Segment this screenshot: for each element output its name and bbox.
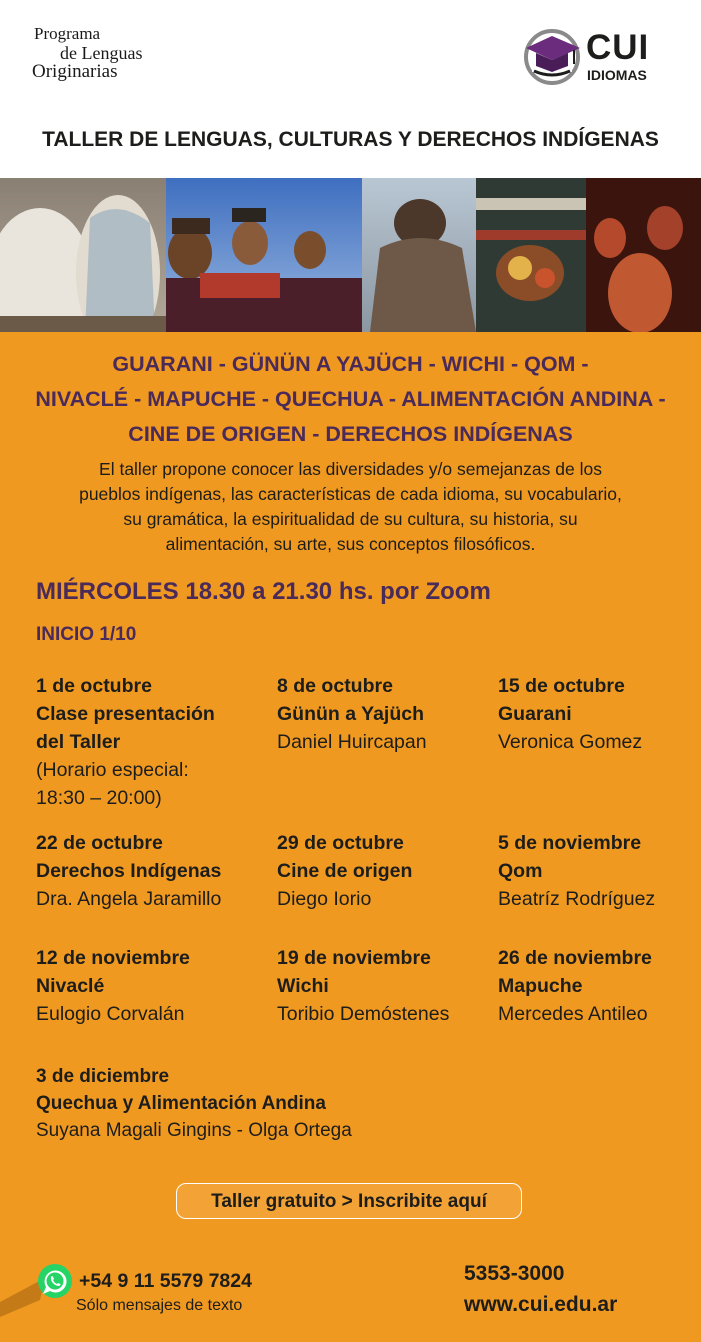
- class-date: 26 de noviembre: [498, 947, 652, 969]
- logo-line-2: de Lenguas: [60, 43, 143, 63]
- programa-lenguas-originarias-logo: [32, 24, 152, 88]
- topics-line: NIVACLÉ - MAPUCHE - QUECHUA - ALIMENTACIÓN ANDINA -: [35, 387, 666, 411]
- website-link[interactable]: www.cui.edu.ar: [464, 1293, 618, 1316]
- class-topic: Cine de origen: [277, 860, 413, 882]
- class-date: 3 de diciembre: [36, 1066, 170, 1087]
- cui-wordmark: CUI: [586, 28, 650, 67]
- whatsapp-phone[interactable]: +54 9 11 5579 7824: [79, 1270, 252, 1292]
- class-topic: Quechua y Alimentación Andina: [36, 1093, 326, 1114]
- description-line: alimentación, su arte, sus conceptos filosóficos.: [165, 534, 536, 554]
- class-note: 18:30 – 20:00): [36, 787, 162, 809]
- class-teacher: Suyana Magali Gingins - Olga Ortega: [36, 1120, 352, 1141]
- whatsapp-note: Sólo mensajes de texto: [76, 1297, 243, 1314]
- class-entry: [36, 672, 215, 812]
- class-entry: [277, 944, 449, 1028]
- header: [0, 0, 701, 178]
- class-entry: [498, 944, 652, 1028]
- logo-line-3: Originarias: [32, 61, 118, 82]
- class-date: 5 de noviembre: [498, 832, 642, 854]
- start-date: INICIO 1/10: [36, 624, 137, 645]
- cui-idiomas-logo: [522, 26, 672, 88]
- whatsapp-icon[interactable]: [37, 1263, 73, 1299]
- topics-line: CINE DE ORIGEN - DERECHOS INDÍGENAS: [128, 422, 573, 446]
- photo-banner: [0, 178, 701, 332]
- class-teacher: Beatríz Rodríguez: [498, 888, 656, 910]
- class-teacher: Dra. Angela Jaramillo: [36, 888, 222, 910]
- class-teacher: Mercedes Antileo: [498, 1003, 648, 1025]
- register-button[interactable]: Taller gratuito > Inscribite aquí: [176, 1183, 522, 1219]
- logo-line-1: Programa: [34, 24, 101, 43]
- class-teacher: Daniel Huircapan: [277, 731, 427, 753]
- class-teacher: (Horario especial:: [36, 759, 189, 781]
- class-topic: Wichi: [277, 975, 329, 997]
- class-entry: [277, 672, 427, 756]
- page-title: TALLER DE LENGUAS, CULTURAS Y DERECHOS INDÍGENAS: [42, 128, 659, 151]
- class-topic: del Taller: [36, 731, 121, 753]
- class-date: 22 de octubre: [36, 832, 163, 854]
- class-teacher: Eulogio Corvalán: [36, 1003, 185, 1025]
- description-line: su gramática, la espiritualidad de su cultura, su historia, su: [123, 509, 578, 529]
- class-date: 29 de octubre: [277, 832, 404, 854]
- photo-collage-image: [0, 178, 701, 332]
- class-entry: [36, 944, 190, 1028]
- class-date: 8 de octubre: [277, 675, 393, 697]
- description-line: El taller propone conocer las diversidades y/o semejanzas de los: [99, 459, 602, 479]
- contact-phone[interactable]: 5353-3000: [464, 1262, 565, 1285]
- topics-line: GUARANI - GÜNÜN A YAJÜCH - WICHI - QOM -: [112, 352, 589, 376]
- class-topic: Günün a Yajüch: [277, 703, 425, 725]
- class-date: 1 de octubre: [36, 675, 152, 697]
- class-teacher: Toribio Demóstenes: [277, 1003, 450, 1025]
- class-topic: Derechos Indígenas: [36, 860, 222, 882]
- class-date: 15 de octubre: [498, 675, 625, 697]
- graduation-cap-icon: [522, 26, 582, 88]
- class-topic: Qom: [498, 860, 543, 882]
- class-teacher: Veronica Gomez: [498, 731, 643, 753]
- class-entry: [498, 829, 655, 913]
- class-date: 12 de noviembre: [36, 947, 190, 969]
- class-entry: [36, 829, 221, 913]
- idiomas-wordmark: IDIOMAS: [587, 67, 647, 83]
- topics-list: [0, 347, 701, 452]
- class-topic: Mapuche: [498, 975, 583, 997]
- schedule-heading: MIÉRCOLES 18.30 a 21.30 hs. por Zoom: [36, 578, 491, 605]
- class-teacher: Diego Iorio: [277, 888, 372, 910]
- class-topic: Clase presentación: [36, 703, 215, 725]
- class-entry: [36, 1063, 352, 1144]
- class-entry: [498, 672, 642, 756]
- class-date: 19 de noviembre: [277, 947, 431, 969]
- description-line: pueblos indígenas, las características de cada idioma, su vocabulario,: [79, 484, 622, 504]
- description: [20, 457, 681, 557]
- class-entry: [277, 829, 412, 913]
- class-topic: Guarani: [498, 703, 572, 725]
- class-topic: Nivaclé: [36, 975, 105, 997]
